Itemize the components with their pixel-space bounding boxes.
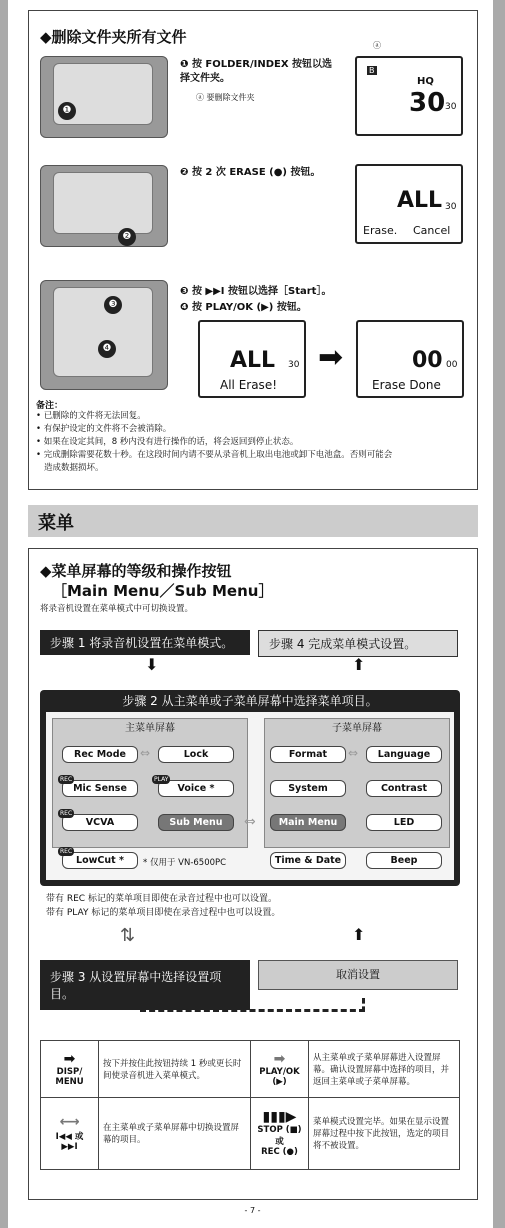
recorder-buttons — [53, 287, 153, 377]
lcd-folder-select — [355, 56, 463, 136]
callout-1: ❶ — [58, 102, 76, 120]
step3-text: ❸ 按 ▶▶I 按钮以选择［Start］。 — [180, 286, 332, 297]
all-erase-label: All Erase! — [220, 378, 278, 392]
menu-contrast[interactable]: Contrast — [366, 780, 442, 797]
skip-label: I◀◀ 或 ▶▶I — [55, 1132, 84, 1153]
menu-mic-sense[interactable]: Mic Sense — [62, 780, 138, 797]
zero-count: 00 — [412, 348, 443, 373]
count: 00 — [446, 360, 458, 370]
recorder-illustration-2 — [40, 165, 168, 247]
step1-text: ❶ 按 FOLDER/INDEX 按钮以选择文件夹。 — [180, 59, 333, 84]
folder-icon: B — [369, 66, 375, 75]
stop-rec-label: STOP (■) 或 REC (●) — [257, 1125, 302, 1158]
swap-arrow-icon: ⇔ — [348, 746, 359, 760]
disp-menu-key — [41, 1041, 99, 1098]
total-count: 30 — [445, 102, 457, 112]
menu-vcva[interactable]: VCVA — [62, 814, 138, 831]
note-item: • 有保护设定的文件将不会被消除。 — [36, 424, 172, 434]
callout-a: ⓐ — [373, 41, 381, 50]
disp-menu-label: DISP/ MENU — [55, 1066, 84, 1087]
callout-3: ❸ — [104, 296, 122, 314]
step1-note: ⓐ 要删除文件夹 — [196, 93, 255, 102]
sub-menu-heading: 子菜单屏幕 — [332, 723, 382, 734]
button-table — [40, 1040, 460, 1170]
skip-desc: 在主菜单或子菜单屏幕中切换设置屏幕的项目。 — [99, 1097, 251, 1169]
page-edge-bar — [493, 0, 505, 1228]
callout-4: ❹ — [98, 340, 116, 358]
cancel-label: Cancel — [413, 224, 451, 237]
all-text: ALL — [397, 188, 443, 213]
dashed-arrow-icon: ▮▮▮▶ — [262, 1109, 297, 1126]
section-title: ◆删除文件夹所有文件 — [40, 28, 187, 46]
count: 30 — [445, 202, 457, 212]
note-item: • 如果在设定其间，8 秒内没有进行操作的话，将会返回到停止状态。 — [36, 437, 299, 447]
lcd-erase-confirm — [355, 164, 463, 244]
down-arrow-icon: ⬇ — [145, 655, 159, 674]
menu-system[interactable]: System — [270, 780, 346, 797]
lcd-all-erase — [198, 320, 306, 398]
vn6500-note: * 仅用于 VN-6500PC — [143, 858, 227, 868]
all-text: ALL — [230, 348, 276, 373]
notes-heading: 备注： — [36, 401, 64, 411]
swap-arrow-icon: ⇔ — [244, 814, 256, 830]
swap-arrow-icon: ⇔ — [140, 746, 151, 760]
menu-title-1: ◆菜单屏幕的等级和操作按钮 — [40, 562, 232, 580]
page-edge-bar-left — [0, 0, 8, 1228]
menu-beep[interactable]: Beep — [366, 852, 442, 869]
page-number: - 7 - — [244, 1206, 261, 1215]
recorder-illustration-3 — [40, 280, 168, 390]
note-item: 造成数据损坏。 — [44, 463, 104, 473]
stop-rec-desc: 菜单模式设置完毕。如果在显示设置屏幕过程中按下此按钮，选定的项目将不被设置。 — [309, 1097, 460, 1169]
right-arrow-icon: ➡ — [63, 1050, 76, 1067]
menu-sub-menu[interactable]: Sub Menu — [158, 814, 234, 831]
play-ok-desc: 从主菜单或子菜单屏幕进入设置屏幕。确认设置屏幕中选择的项目，并返回主菜单或子菜单屏幕。 — [309, 1041, 460, 1098]
right-arrow-icon: ➡ — [273, 1050, 286, 1067]
rec-badge: REC — [60, 776, 73, 783]
play-ok-label: PLAY/OK (▶) — [259, 1066, 300, 1087]
step4-text: ❹ 按 PLAY/OK (▶) 按钮。 — [180, 302, 307, 313]
play-badge: PLAY — [154, 776, 169, 783]
cancel-setting-box: 取消设置 — [258, 960, 458, 990]
right-arrow-icon: ➡ — [318, 340, 344, 375]
disp-menu-desc: 按下并按住此按钮持续 1 秒或更长时间使录音机进入菜单模式。 — [99, 1041, 251, 1098]
step4-box: 步骤 4 完成菜单模式设置。 — [258, 630, 458, 657]
return-path-arrow — [140, 998, 365, 1012]
file-count: 30 — [409, 88, 446, 118]
callout-2: ❷ — [118, 228, 136, 246]
note-item: • 完成删除需要花数十秒。在这段时间内请不要从录音机上取出电池或卸下电池盒。否则可能会 — [36, 450, 393, 460]
lcd-erase-done — [356, 320, 464, 398]
erase-label: Erase. — [363, 224, 398, 237]
step3-box: 步骤 3 从设置屏幕中选择设置项目。 — [40, 960, 250, 1010]
note-item: • 已删除的文件将无法回复。 — [36, 411, 146, 421]
menu-title-2: ［Main Menu／Sub Menu］ — [52, 582, 274, 600]
left-right-arrow-icon: ⟷ — [59, 1114, 80, 1131]
recorder-buttons — [53, 172, 153, 234]
stop-rec-key — [251, 1097, 309, 1169]
notes-list — [36, 410, 466, 475]
menu-format[interactable]: Format — [270, 746, 346, 763]
count: 30 — [288, 360, 300, 370]
menu-desc: 将录音机设置在菜单模式中可切换设置。 — [40, 604, 194, 614]
rec-badge: REC — [60, 810, 73, 817]
rec-note: 带有 REC 标记的菜单项目即使在录音过程中也可以设置。 — [46, 894, 277, 904]
menu-lock[interactable]: Lock — [158, 746, 234, 763]
menu-time-date[interactable]: Time & Date — [270, 852, 346, 869]
menu-banner: 菜单 — [28, 505, 478, 537]
menu-lowcut[interactable]: LowCut * — [62, 852, 138, 869]
erase-done-label: Erase Done — [372, 378, 441, 392]
menu-voice[interactable]: Voice * — [158, 780, 234, 797]
play-ok-key — [251, 1041, 309, 1098]
menu-main-menu[interactable]: Main Menu — [270, 814, 346, 831]
play-note: 带有 PLAY 标记的菜单项目即使在录音过程中也可以设置。 — [46, 908, 281, 918]
skip-key — [41, 1097, 99, 1169]
menu-rec-mode[interactable]: Rec Mode — [62, 746, 138, 763]
menu-led[interactable]: LED — [366, 814, 442, 831]
recorder-illustration-1 — [40, 56, 168, 138]
step1-box: 步骤 1 将录音机设置在菜单模式。 — [40, 630, 250, 655]
step2-text: ❷ 按 2 次 ERASE (●) 按钮。 — [180, 167, 321, 178]
up-down-arrow-icon: ⇅ — [120, 925, 136, 946]
hq-label: HQ — [417, 76, 434, 87]
dashed-up-arrow-icon: ⬆ — [352, 925, 366, 944]
main-menu-heading: 主菜单屏幕 — [125, 723, 175, 734]
step2-label: 步骤 2 从主菜单或子菜单屏幕中选择菜单项目。 — [122, 694, 378, 708]
menu-language[interactable]: Language — [366, 746, 442, 763]
up-arrow-icon: ⬆ — [352, 655, 366, 674]
rec-badge: REC — [60, 848, 73, 855]
